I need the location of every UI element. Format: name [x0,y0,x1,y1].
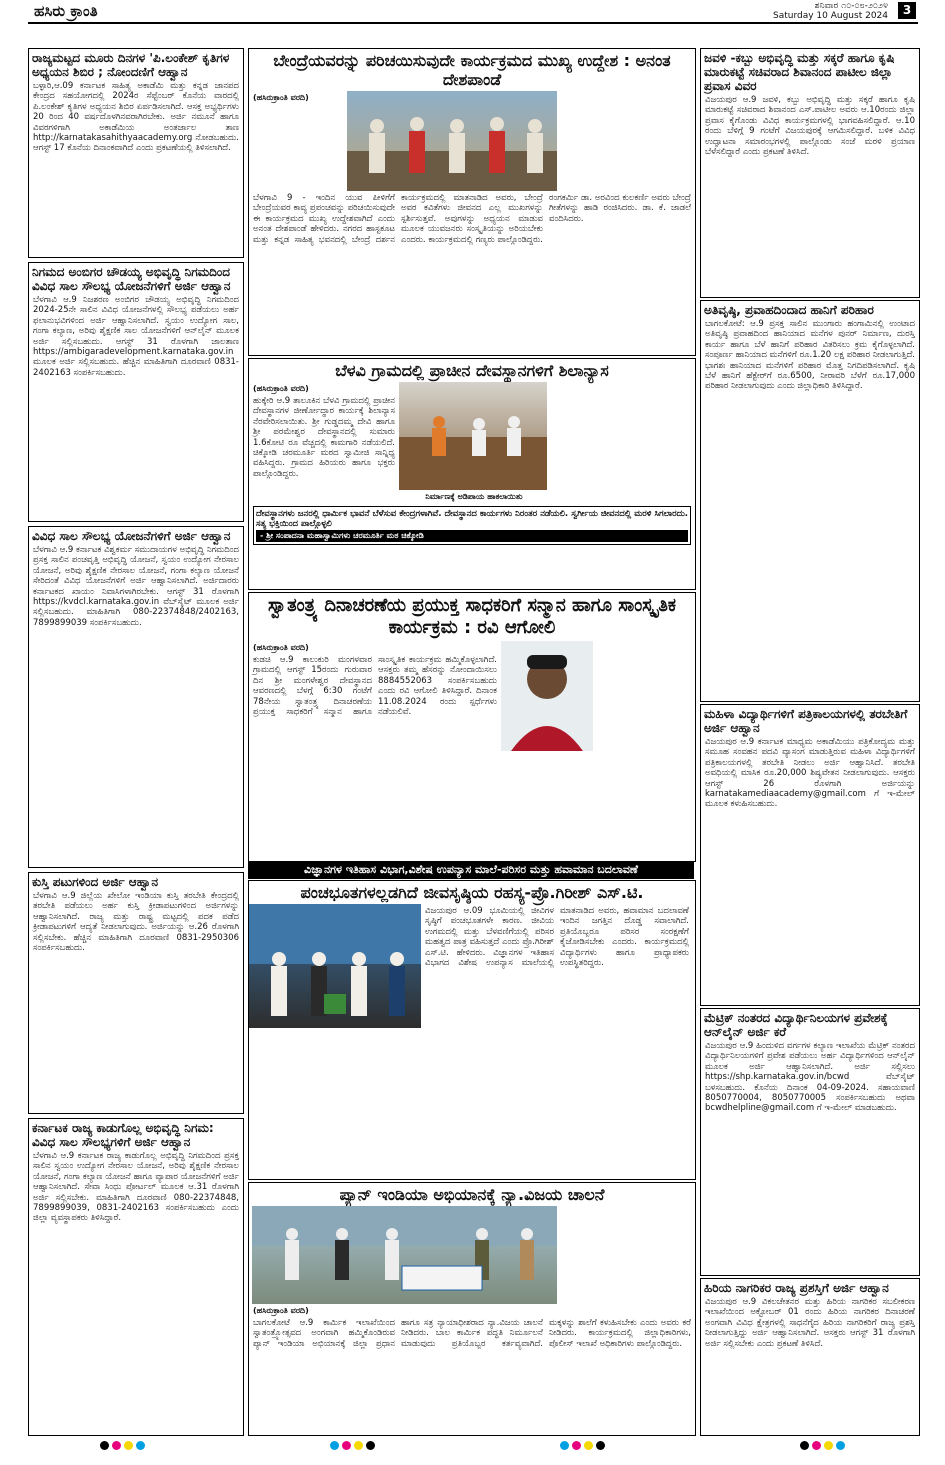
byline: (ಹಸಿರುಕ್ರಾಂತಿ ವರದಿ) [253,1306,309,1315]
excavation-photo-icon [399,382,547,490]
article-flood-relief [700,300,920,702]
article-ambigara-chowdaiah [28,262,244,522]
lecture-stage-icon [249,904,421,1028]
yellow-dot [354,1441,363,1450]
article-kadugolla [28,1118,244,1436]
cyan-dot [836,1441,845,1450]
headline: ಕರ್ನಾಟಕ ರಾಜ್ಯ ಕಾಡುಗೊಲ್ಲ ಅಭಿವೃದ್ಧಿ ನಿಗಮ: ವಿವಿಧ ಸಾಲ ಸೌಲಭ್ಯಗಳಿಗೆ ಅರ್ಜಿ ಆಹ್ವಾನ [32,1121,214,1149]
article-body: ಬೆಳಗಾವಿ 9 - ಇಂದಿನ ಯುವ ಪೀಳಿಗೆಗೆ ಬೇಂದ್ರೆಯವರ ಕಾವ್ಯ ಪ್ರಪಂಚವನ್ನು ಪರಿಚಯಿಸುವುದೇ ಈ ಕಾರ್ಯಕ್ರಮದ ಮುಖ್ಯ ಉದ್ದೇಶವಾಗಿದೆ ಎಂದು ಅನಂತ ದೇಶಪಾಂಡೆ ಹೇಳಿದರು. ನಗರದ ಹಾಸ್ಟಕೂಟ ಮತ್ತು ಕನ್ನಡ ಸಾಹಿತ್ಯ ಭವನದಲ್ಲಿ ಬೇಂದ್ರೆ ದರ್ಶನ ಕಾರ್ಯಕ್ರಮದಲ್ಲಿ ಮಾತನಾಡಿದ ಅವರು, ಬೇಂದ್ರೆ ಅವರ ಕವಿತೆಗಳು ಜೀವನದ ಎಲ್ಲ ಮುಖಗಳನ್ನು ಸ್ಪರ್ಶಿಸುತ್ತವೆ. ಅವುಗಳನ್ನು ಅಧ್ಯಯನ ಮಾಡುವ ಮೂಲಕ ಯುವಜನರು ಸಂಸ್ಕೃತಿಯನ್ನು ಅರಿಯಬೇಕು ಎಂದರು. ಕಾರ್ಯಕ್ರಮದಲ್ಲಿ ಗಣ್ಯರು ಪಾಲ್ಗೊಂಡಿದ್ದರು. ರಂಗಕರ್ಮಿ ಡಾ. ಅರವಿಂದ ಕುಲಕರ್ಣಿ ಅವರು ಬೇಂದ್ರೆ ಗೀತೆಗಳನ್ನು ಹಾಡಿ ರಂಜಿಸಿದರು. ಡಾ. ಕೆ. ಜಾಡಲೆ ವಂದಿಸಿದರು. [253,193,691,245]
magenta-dot [812,1441,821,1450]
black-dot [100,1441,109,1450]
headline: ಬೇಂದ್ರೆಯವರನ್ನು ಪರಿಚಯಿಸುವುದೇ ಕಾರ್ಯಕ್ರಮದ ಮುಖ್ಯ ಉದ್ದೇಶ : ಅನಂತ ದೇಶಪಾಂಡೆ [273,51,671,89]
byline: (ಹಸಿರುಕ್ರಾಂತಿ ವರದಿ) [253,93,309,102]
byline: (ಹಸಿರುಕ್ರಾಂತಿ ವರದಿ) [253,384,309,393]
article-wrestlers [28,872,244,1114]
article-body: ಬೆಳಗಾವಿ ಆ.9 ಕರ್ನಾಟಕ ವಿಶ್ವಕರ್ಮ ಸಮುದಾಯಗಳ ಅಭಿವೃದ್ಧಿ ನಿಗಮದಿಂದ ಪ್ರಸಕ್ತ ಸಾಲಿನ ಪಂಚವೃತ್ತಿ ಅಭಿವೃದ್ಧಿ ಯೋಜನೆ, ಸ್ವಯಂ ಉದ್ಯೋಗ ನೇರಸಾಲ ಯೋಜನೆ, ಅರಿವು ಶೈಕ್ಷಣಿಕ ನೇರಸಾಲ ಯೋಜನೆ, ಗಂಗಾ ಕಲ್ಯಾಣ ಯೋಜನೆ ಸೇರಿದಂತೆ ವಿವಿಧ ಯೋಜನೆಗಳಿಗೆ ಅರ್ಜಿ ಆಹ್ವಾನಿಸಲಾಗಿದೆ. ಅರ್ಜಿದಾರರು ಕರ್ನಾಟಕದ ಖಾಯಂ ನಿವಾಸಿಗಳಾಗಿರಬೇಕು. ಆಗಸ್ಟ್ 31 ರೊಳಗಾಗಿ https://kvdcl.karnataka.gov.in ವೆಬ್‌ಸೈಟ್ ಮೂಲಕ ಅರ್ಜಿ ಸಲ್ಲಿಸಬಹುದು. ಮಾಹಿತಿಗಾಗಿ 080-22374848/2402163, 7899899039 ಸಂಪರ್ಕಿಸಬಹುದು. [33,545,239,628]
headline: ಬೆಳವಿ ಗ್ರಾಮದಲ್ಲಿ ಪ್ರಾಚೀನ ದೇವಸ್ಥಾನಗಳಿಗೆ ಶಿಲಾನ್ಯಾಸ [335,361,609,380]
event-photo [347,91,557,191]
article-body: ಬಾಗಲಕೋಟೆ: ಆ.9 ಪ್ರಸಕ್ತ ಸಾಲಿನ ಮುಂಗಾರು ಹಂಗಾಮಿನಲ್ಲಿ ಉಂಟಾದ ಅತಿವೃಷ್ಠಿ ಪ್ರವಾಹದಿಂದ ಹಾನಿಯಾದ ಮನೆಗಳ ಪುನರ್ ನಿರ್ಮಾಣ, ದುರಸ್ತಿ ಕಾರ್ಯ ಹಾಗೂ ಬೆಳೆ ಹಾನಿಗೆ ಪರಿಹಾರ ವಿತರಿಸಲು ಕ್ರಮ ಕೈಗೊಳ್ಳಲಾಗಿದೆ. ಸಂಪೂರ್ಣ ಹಾನಿಯಾದ ಮನೆಗಳಿಗೆ ರೂ.1.20 ಲಕ್ಷ ಪರಿಹಾರ ನೀಡಲಾಗುತ್ತಿದೆ. ಭಾಗಶಃ ಹಾನಿಯಾದ ಮನೆಗಳಿಗೆ ಪರಿಹಾರ ಮೊತ್ತ ನಿಗದಿಪಡಿಸಲಾಗಿದೆ. ಕೃಷಿ ಬೆಳೆ ಹಾನಿಗೆ ಹೆಕ್ಟೇರ್‌ಗೆ ರೂ.6500, ನೀರಾವರಿ ಬೆಳೆಗೆ ರೂ.17,000 ಪರಿಹಾರ ನೀಡಲಾಗುವುದು ಎಂದು ಜಿಲ್ಲಾಧಿಕಾರಿ ತಿಳಿಸಿದ್ದಾರೆ. [705,319,915,392]
rally-photo [252,1206,557,1304]
headline: ಜವಳಿ -ಕಬ್ಬು ಅಭಿವೃದ್ಧಿ ಮತ್ತು ಸಕ್ಕರೆ ಹಾಗೂ ಕೃಷಿ ಮಾರುಕಟ್ಟೆ ಸಚಿವರಾದ ಶಿವಾನಂದ ಪಾಟೀಲ ಜಿಲ್ಲಾ ಪ್ರವಾಸ ವಿವರ [704,51,895,93]
headline: ಕುಸ್ತಿ ಪಟುಗಳಿಂದ ಅರ್ಜಿ ಆಹ್ವಾನ [32,875,159,889]
article-body: ಬೆಳಗಾವಿ ಆ.9 ನಿಜಶರಣ ಅಂಬಿಗರ ಚೌಡಯ್ಯ ಅಭಿವೃದ್ಧಿ ನಿಗಮದಿಂದ 2024-25ನೇ ಸಾಲಿನ ವಿವಿಧ ಯೋಜನೆಗಳಲ್ಲಿ ಸೌಲಭ್ಯ ಪಡೆಯಲು ಅರ್ಹ ಫಲಾನುಭವಿಗಳಿಂದ ಅರ್ಜಿ ಆಹ್ವಾನಿಸಲಾಗಿದೆ. ಸ್ವಯಂ ಉದ್ಯೋಗ ಸಾಲ, ಗಂಗಾ ಕಲ್ಯಾಣ, ಅರಿವು ಶೈಕ್ಷಣಿಕ ಸಾಲ ಯೋಜನೆಗಳಿಗೆ ಆನ್‌ಲೈನ್ ಮೂಲಕ ಅರ್ಜಿ ಸಲ್ಲಿಸಬಹುದು. ಆಗಸ್ಟ್ 31 ರೊಳಗಾಗಿ ಜಾಲತಾಣ https://ambigaradevelopment.karnataka.gov.in ಮೂಲಕ ಅರ್ಜಿ ಸಲ್ಲಿಸಬಹುದು. ಹೆಚ್ಚಿನ ಮಾಹಿತಿಗಾಗಿ ದೂರವಾಣಿ 0831-2402163 ಸಂಪರ್ಕಿಸಬಹುದು. [33,295,239,378]
headline: ವಿವಿಧ ಸಾಲ ಸೌಲಭ್ಯ ಯೋಜನೆಗಳಿಗೆ ಅರ್ಜಿ ಆಹ್ವಾನ [32,529,231,543]
article-body: ವಿಜಯಪುರ ಆ.9 ವಿಕಲಚೇತನರ ಮತ್ತು ಹಿರಿಯ ನಾಗರಿಕರ ಸಬಲೀಕರಣ ಇಲಾಖೆಯಿಂದ ಅಕ್ಟೋಬರ್ 01 ರಂದು ಹಿರಿಯ ನಾಗರಿಕರ ದಿನಾಚರಣೆ ಅಂಗವಾಗಿ ವಿವಿಧ ಕ್ಷೇತ್ರಗಳಲ್ಲಿ ಸಾಧನೆಗೈದ ಹಿರಿಯ ನಾಗರಿಕರಿಗೆ ರಾಜ್ಯ ಪ್ರಶಸ್ತಿ ನೀಡಲಾಗುತ್ತಿದ್ದು ಅರ್ಜಿ ಆಹ್ವಾನಿಸಲಾಗಿದೆ. ಆಸಕ್ತರು ಆಗಸ್ಟ್ 31 ರೊಳಗಾಗಿ ಅರ್ಜಿ ಸಲ್ಲಿಸಬೇಕು ಎಂದು ಪ್ರಕಟಣೆ ತಿಳಿಸಿದೆ. [705,1297,915,1349]
headline: ಮೆಟ್ರಿಕ್ ನಂತರದ ವಿದ್ಯಾರ್ಥಿನಿಲಯಗಳ ಪ್ರವೇಶಕ್ಕೆ ಆನ್‌ಲೈನ್ ಅರ್ಜಿ ಕರೆ [704,1011,888,1039]
article-body: ವಿಜಯಪುರ ಆ.9 ಕರ್ನಾಟಕ ಮಾಧ್ಯಮ ಅಕಾಡೆಮಿಯು ಪತ್ರಿಕೋದ್ಯಮ ಮತ್ತು ಸಮೂಹ ಸಂವಹನ ಪದವಿ ವ್ಯಾಸಂಗ ಮಾಡುತ್ತಿರುವ ಮಹಿಳಾ ವಿದ್ಯಾರ್ಥಿಗಳಿಗೆ ಪತ್ರಿಕಾಲಯಗಳಲ್ಲಿ ತರಬೇತಿ ನೀಡಲು ಅರ್ಜಿ ಆಹ್ವಾನಿಸಿದೆ. ತರಬೇತಿ ಅವಧಿಯಲ್ಲಿ ಮಾಸಿಕ ರೂ.20,000 ಶಿಷ್ಯವೇತನ ನೀಡಲಾಗುವುದು. ಆಸಕ್ತರು ಆಗಸ್ಟ್ 26 ರೊಳಗಾಗಿ ಅರ್ಜಿಯನ್ನು karnatakamediaacademy@gmail.com ಗೆ ಇ-ಮೇಲ್ ಮೂಲಕ ಕಳುಹಿಸಬಹುದು. [705,737,915,810]
article-hostel-admission [700,1008,920,1276]
headline: ಪ್ಯಾನ್ ಇಂಡಿಯಾ ಅಭಿಯಾನಕ್ಕೆ ನ್ಯಾ.ವಿಜಯ ಚಾಲನೆ [339,1185,605,1204]
headline: ಮಹಿಳಾ ವಿದ್ಯಾರ್ಥಿಗಳಿಗೆ ಪತ್ರಿಕಾಲಯಗಳಲ್ಲಿ ತರಬೇತಿಗೆ ಅರ್ಜಿ ಆಹ್ವಾನ [704,707,908,735]
cyan-dot [136,1441,145,1450]
page-number: 3 [898,2,916,19]
quote-attribution: - ಶ್ರೀ ಸಂಪಾದನಾ ಮಹಾಸ್ವಾಮಿಗಳು ಚರಮೂರ್ತಿ ಮಠ ಚಿಕ್ಕೋಡಿ [256,530,688,542]
article-minister-tour [700,48,920,298]
magenta-dot [342,1441,351,1450]
black-dot [800,1441,809,1450]
black-dot [366,1441,375,1450]
article-senior-citizens [700,1278,920,1436]
byline: (ಹಸಿರುಕ್ರಾಂತಿ ವರದಿ) [253,643,309,652]
article-women-training [700,704,920,1006]
article-lankesh-workshop [28,48,244,258]
person-portrait-icon [501,641,593,751]
quote-box [253,506,691,545]
article-body: ಬೆಳಗಾವಿ ಆ.9 ಜಿಲ್ಲೆಯ ಖೇಲೋ ಇಂಡಿಯಾ ಕುಸ್ತಿ ತರಬೇತಿ ಕೇಂದ್ರದಲ್ಲಿ ತರಬೇತಿ ಪಡೆಯಲು ಅರ್ಹ ಕುಸ್ತಿ ಕ್ರೀಡಾಪಟುಗಳಿಂದ ಅರ್ಜಿಗಳನ್ನು ಆಹ್ವಾನಿಸಲಾಗಿದೆ. ರಾಜ್ಯ ಮತ್ತು ರಾಷ್ಟ್ರ ಮಟ್ಟದಲ್ಲಿ ಪದಕ ಪಡೆದ ಕ್ರೀಡಾಪಟುಗಳಿಗೆ ಆದ್ಯತೆ ನೀಡಲಾಗುವುದು. ಅರ್ಜಿಯನ್ನು ಆ.26 ರೊಳಗಾಗಿ ಸಲ್ಲಿಸಬೇಕು. ಹೆಚ್ಚಿನ ಮಾಹಿತಿಗಾಗಿ ದೂರವಾಣಿ 0831-2950306 ಸಂಪರ್ಕಿಸಬಹುದು. [33,891,239,954]
yellow-dot [584,1441,593,1450]
cmyk-marks-center-left [330,1441,375,1450]
black-dot [596,1441,605,1450]
photo-caption: ನಿರ್ಮಾಣಕ್ಕೆ ಅಡಿಪಾಯ ಹಾಕಲಾಯಿತು [425,492,523,501]
magenta-dot [572,1441,581,1450]
headline: ಹಿರಿಯ ನಾಗರಿಕರ ರಾಜ್ಯ ಪ್ರಶಸ್ತಿಗೆ ಅರ್ಜಿ ಆಹ್ವಾನ [704,1281,889,1295]
headline: ಸ್ವಾತಂತ್ರ್ಯ ದಿನಾಚರಣೆಯ ಪ್ರಯುಕ್ತ ಸಾಧಕರಿಗೆ ಸನ್ಮಾನ ಹಾಗೂ ಸಾಂಸ್ಕೃತಿಕ ಕಾರ್ಯಕ್ರಮ : ರವಿ ಆಗೋಲಿ [267,595,677,638]
article-body: ಕುಡಚಿ ಆ.9 ಕಾಲುಕುರಿ ಮಂಗಳವಾರ ಗ್ರಾಮದಲ್ಲಿ ಆಗಸ್ಟ್ 15ರಂದು ಗುರುವಾರ ದಿನ ಶ್ರೀ ಮಂಗಳೇಶ್ವರ ದೇವಸ್ಥಾನದ ಆವರಣದಲ್ಲಿ ಬೆಳಗ್ಗೆ 6:30 ಗಂಟೆಗೆ 78ನೇಯ ಸ್ವಾತಂತ್ರ್ಯ ದಿನಾಚರಣೆಯ ಪ್ರಯುಕ್ತ ಸಾಧಕರಿಗೆ ಸನ್ಮಾನ ಹಾಗೂ ಸಾಂಸ್ಕೃತಿಕ ಕಾರ್ಯಕ್ರಮ ಹಮ್ಮಿಕೊಳ್ಳಲಾಗಿದೆ. ಆಸಕ್ತರು ತಮ್ಮ ಹೆಸರನ್ನು ನೋಂದಾಯಿಸಲು 8884552063 ಸಂಪರ್ಕಿಸಬಹುದು ಎಂದು ರವಿ ಆಗೋಲಿ ತಿಳಿಸಿದ್ದಾರೆ. ದಿನಾಂಕ 11.08.2024 ರಂದು ಸ್ಪರ್ಧೆಗಳು ನಡೆಯಲಿವೆ. [253,655,497,718]
date-kannada: ಶನಿವಾರ ೧೦-೦೮-೨೦೨೪ [814,1,888,11]
rally-banner-icon [252,1206,557,1304]
article-panchabhoota [248,880,696,1180]
masthead [28,0,918,24]
article-belavi-temple [248,358,696,590]
article-body: ಬಳ್ಳಾರಿ,ಆ.09 ಕರ್ನಾಟಕ ಸಾಹಿತ್ಯ ಅಕಾಡೆಮಿ ಮತ್ತು ಕನ್ನಡ ಜಾನಪದ ಕೇಂದ್ರದ ಸಹಯೋಗದಲ್ಲಿ 2024ರ ಸೆಪ್ಟೆಂಬರ್ ಕೊನೆಯ ವಾರದಲ್ಲಿ ಪಿ.ಲಂಕೇಶ್ ಕೃತಿಗಳ ಅಧ್ಯಯನ ಶಿಬಿರ ಏರ್ಪಡಿಸಲಾಗಿದೆ. ಆಸಕ್ತ ಅಭ್ಯರ್ಥಿಗಳು 20 ರಿಂದ 40 ವರ್ಷದೊಳಗಿನವರಾಗಿರಬೇಕು. ಅರ್ಜಿ ನಮೂನೆ ಹಾಗೂ ವಿವರಗಳಿಗಾಗಿ ಅಕಾಡೆಮಿಯ ಅಂತರ್ಜಾಲ ತಾಣ http://karnatakasahithyaacademy.org ನೋಡಬಹುದು. ಆಗಸ್ಟ್ 17 ಕೊನೆಯ ದಿನಾಂಕವಾಗಿದೆ ಎಂದು ಪ್ರಕಟಣೆಯಲ್ಲಿ ತಿಳಿಸಲಾಗಿದೆ. [33,81,239,154]
article-vishwakarma-loans [28,526,244,868]
cmyk-marks-center-right [560,1441,605,1450]
article-body: ಬಾಗಲಕೋಟೆ ಆ.9 ಕಾರ್ಮಿಕ ಇಲಾಖೆಯಿಂದ ಸ್ವಾತಂತ್ರ್ಯೋತ್ಸವದ ಅಂಗವಾಗಿ ಹಮ್ಮಿಕೊಂಡಿರುವ ಪ್ಯಾನ್ ಇಂಡಿಯಾ ಅಭಿಯಾನಕ್ಕೆ ಜಿಲ್ಲಾ ಪ್ರಧಾನ ಹಾಗೂ ಸತ್ರ ನ್ಯಾಯಾಧೀಶರಾದ ನ್ಯಾ.ವಿಜಯ ಚಾಲನೆ ನೀಡಿದರು. ಬಾಲ ಕಾರ್ಮಿಕ ಪದ್ಧತಿ ನಿರ್ಮೂಲನೆ ಮಾಡುವುದು ಪ್ರತಿಯೊಬ್ಬರ ಕರ್ತವ್ಯವಾಗಿದೆ. ಮಕ್ಕಳನ್ನು ಶಾಲೆಗೆ ಕಳುಹಿಸಬೇಕು ಎಂದು ಅವರು ಕರೆ ನೀಡಿದರು. ಕಾರ್ಯಕ್ರಮದಲ್ಲಿ ಜಿಲ್ಲಾಧಿಕಾರಿಗಳು, ಪೊಲೀಸ್ ಇಲಾಖೆ ಅಧಿಕಾರಿಗಳು ಪಾಲ್ಗೊಂಡಿದ್ದರು. [253,1318,691,1349]
people-photo-icon [347,91,557,191]
temple-foundation-photo [399,382,547,490]
masthead-date [773,1,888,21]
article-pan-india [248,1182,696,1436]
cmyk-marks-left [100,1441,145,1450]
article-body: ವಿಜಯಪುರ ಆ.9 ಹಿಂದುಳಿದ ವರ್ಗಗಳ ಕಲ್ಯಾಣ ಇಲಾಖೆಯ ಮೆಟ್ರಿಕ್ ನಂತರದ ವಿದ್ಯಾರ್ಥಿನಿಲಯಗಳಿಗೆ ಪ್ರವೇಶ ಪಡೆಯಲು ಅರ್ಹ ವಿದ್ಯಾರ್ಥಿಗಳಿಂದ ಆನ್‌ಲೈನ್ ಮೂಲಕ ಅರ್ಜಿ ಆಹ್ವಾನಿಸಲಾಗಿದೆ. ಅರ್ಜಿ ಸಲ್ಲಿಸಲು https://shp.karnataka.gov.in/bcwd ವೆಬ್‌ಸೈಟ್ ಬಳಸಬಹುದು. ಕೊನೆಯ ದಿನಾಂಕ 04-09-2024. ಸಹಾಯವಾಣಿ 8050770004, 8050770005 ಸಂಪರ್ಕಿಸಬಹುದು ಅಥವಾ bcwdhelpline@gmail.com ಗೆ ಇ-ಮೇಲ್ ಮಾಡಬಹುದು. [705,1041,915,1114]
article-independence-day [248,592,696,862]
article-body: ಹುಕ್ಕೇರಿ ಆ.9 ತಾಲೂಕಿನ ಬೆಳವಿ ಗ್ರಾಮದಲ್ಲಿ ಪ್ರಾಚೀನ ದೇವಸ್ಥಾನಗಳ ಜೀರ್ಣೋದ್ಧಾರ ಕಾರ್ಯಕ್ಕೆ ಶಿಲಾನ್ಯಾಸ ನೆರವೇರಿಸಲಾಯಿತು. ಶ್ರೀ ಗುಡ್ಡದಮ್ಮ ದೇವಿ ಹಾಗೂ ಶ್ರೀ ಪರಮೇಶ್ವರ ದೇವಸ್ಥಾನದಲ್ಲಿ ಸುಮಾರು 1.6ಕೋಟಿ ರೂ ವೆಚ್ಚದಲ್ಲಿ ಕಾಮಗಾರಿ ನಡೆಯಲಿದೆ. ಚಿಕ್ಕೋಡಿ ಚರಮೂರ್ತಿ ಮಠದ ಸ್ವಾಮೀಜಿ ಸಾನ್ನಿಧ್ಯ ವಹಿಸಿದ್ದರು. ಗ್ರಾಮದ ಹಿರಿಯರು ಹಾಗೂ ಭಕ್ತರು ಪಾಲ್ಗೊಂಡಿದ್ದರು. [253,396,395,479]
lecture-photo [249,904,421,1028]
magenta-dot [112,1441,121,1450]
date-english: Saturday 10 August 2024 [773,11,888,21]
newspaper-name: ಹಸಿರು ಕ್ರಾಂತಿ [34,2,98,20]
cyan-dot [560,1441,569,1450]
article-body: ವಿಜಯಪುರ ಆ.9 ಜವಳಿ, ಕಬ್ಬು ಅಭಿವೃದ್ಧಿ ಮತ್ತು ಸಕ್ಕರೆ ಹಾಗೂ ಕೃಷಿ ಮಾರುಕಟ್ಟೆ ಸಚಿವರಾದ ಶಿವಾನಂದ ಎಸ್.ಪಾಟೀಲ ಅವರು ಆ.10ರಂದು ಜಿಲ್ಲಾ ಪ್ರವಾಸ ಕೈಗೊಂಡು ವಿವಿಧ ಕಾರ್ಯಕ್ರಮಗಳಲ್ಲಿ ಭಾಗವಹಿಸಲಿದ್ದಾರೆ. ಆ.10 ರಂದು ಬೆಳಿಗ್ಗೆ 9 ಗಂಟೆಗೆ ವಿಜಯಪುರಕ್ಕೆ ಆಗಮಿಸಲಿದ್ದಾರೆ. ಬಳಿಕ ವಿವಿಧ ಉದ್ಘಾಟನಾ ಸಮಾರಂಭಗಳಲ್ಲಿ ಪಾಲ್ಗೊಂಡು ಸಂಜೆ ಮರಳಿ ಪ್ರಯಾಣ ಬೆಳೆಸಲಿದ್ದಾರೆ ಎಂದು ಪ್ರಕಟಣೆ ತಿಳಿಸಿದೆ. [705,95,915,158]
headline: ನಿಗಮದ ಅಂಬಿಗರ ಚೌಡಯ್ಯ ಅಭಿವೃದ್ಧಿ ನಿಗಮದಿಂದ ವಿವಿಧ ಸಾಲ ಸೌಲಭ್ಯ ಯೋಜನೆಗಳಿಗೆ ಅರ್ಜಿ ಆಹ್ವಾನ [32,265,231,293]
quote-text: ದೇವಸ್ಥಾನಗಳು ಜನರಲ್ಲಿ ಧಾರ್ಮಿಕ ಭಾವನೆ ಬೆಳೆಸುವ ಕೇಂದ್ರಗಳಾಗಿವೆ. ದೇವಸ್ಥಾನದ ಕಾರ್ಯಗಳು ನಿರಂತರ ನಡೆಯಲಿ. ಸ್ವರ್ಗೀಯ ಜೀವನದಲ್ಲಿ ಮರಳಿ ಸಿಗಲಾರದು. ಸತ್ಯ ಭಕ್ತಿಯಿಂದ ಪಾಲ್ಗೊಳ್ಳಲಿ [256,509,688,530]
portrait-photo [501,641,593,751]
cyan-dot [330,1441,339,1450]
cmyk-marks-right [800,1441,845,1450]
article-body: ವಿಜಯಪುರ ಆ.09 ಭೂಮಿಯಲ್ಲಿ ಜೀವಿಗಳ ಸೃಷ್ಠಿಗೆ ಪಂಚಭೂತಗಳೇ ಕಾರಣ. ಜೀವಿಯ ಉಗಮದಲ್ಲಿ ಮತ್ತು ಬೆಳವಣಿಗೆಯಲ್ಲಿ ಪರಿಸರ ಮಹತ್ವದ ಪಾತ್ರ ವಹಿಸುತ್ತದೆ ಎಂದು ಪ್ರೊ.ಗಿರೀಶ್ ಎಸ್.ಟಿ. ಹೇಳಿದರು. ವಿಜ್ಞಾನಗಳ ಇತಿಹಾಸ ವಿಭಾಗದ ವಿಶೇಷ ಉಪನ್ಯಾಸ ಮಾಲೆಯಲ್ಲಿ ಮಾತನಾಡಿದ ಅವರು, ಹವಾಮಾನ ಬದಲಾವಣೆ ಇಂದಿನ ಜಗತ್ತಿನ ದೊಡ್ಡ ಸವಾಲಾಗಿದೆ. ಪ್ರತಿಯೊಬ್ಬರೂ ಪರಿಸರ ಸಂರಕ್ಷಣೆಗೆ ಕೈಜೋಡಿಸಬೇಕು ಎಂದರು. ಕಾರ್ಯಕ್ರಮದಲ್ಲಿ ವಿದ್ಯಾರ್ಥಿಗಳು ಹಾಗೂ ಪ್ರಾಧ್ಯಾಪಕರು ಉಪಸ್ಥಿತರಿದ್ದರು. [425,906,689,969]
article-bendre [248,48,696,356]
article-body: ಬೆಳಗಾವಿ ಆ.9 ಕರ್ನಾಟಕ ರಾಜ್ಯ ಕಾಡುಗೊಲ್ಲ ಅಭಿವೃದ್ಧಿ ನಿಗಮದಿಂದ ಪ್ರಸಕ್ತ ಸಾಲಿನ ಸ್ವಯಂ ಉದ್ಯೋಗ ನೇರಸಾಲ ಯೋಜನೆ, ಅರಿವು ಶೈಕ್ಷಣಿಕ ನೇರಸಾಲ ಯೋಜನೆ, ಗಂಗಾ ಕಲ್ಯಾಣ ಯೋಜನೆ ಹಾಗೂ ವ್ಯಾಪಾರ ಯೋಜನೆಗಳಿಗೆ ಅರ್ಜಿ ಆಹ್ವಾನಿಸಲಾಗಿದೆ. ಸೇವಾ ಸಿಂಧು ಪೋರ್ಟಲ್ ಮೂಲಕ ಆ.31 ರೊಳಗಾಗಿ ಅರ್ಜಿ ಸಲ್ಲಿಸಬೇಕು. ಮಾಹಿತಿಗಾಗಿ ದೂರವಾಣಿ 080-22374848, 7899899039, 0831-2402163 ಸಂಪರ್ಕಿಸಬಹುದು ಎಂದು ಜಿಲ್ಲಾ ವ್ಯವಸ್ಥಾಪಕರು ತಿಳಿಸಿದ್ದಾರೆ. [33,1151,239,1224]
headline: ರಾಜ್ಯಮಟ್ಟದ ಮೂರು ದಿನಗಳ 'ಪಿ.ಲಂಕೇಶ್ ಕೃತಿಗಳ ಅಧ್ಯಯನ ಶಿಬಿರ ; ನೋಂದಣಿಗೆ ಆಹ್ವಾನ [32,51,230,79]
yellow-dot [124,1441,133,1450]
headline: ಪಂಚಭೂತಗಳಲ್ಲಡಗಿದೆ ಜೀವಸೃಷ್ಠಿಯ ರಹಸ್ಯ-ಪ್ರೊ.ಗಿರೀಶ್ ಎಸ್.ಟಿ. [300,883,644,902]
section-band: ವಿಜ್ಞಾನಗಳ ಇತಿಹಾಸ ವಿಭಾಗ,ವಿಶೇಷ ಉಪನ್ಯಾಸ ಮಾಲೆ-ಪರಿಸರ ಮತ್ತು ಹವಾಮಾನ ಬದಲಾವಣೆ [248,862,694,879]
headline: ಅತಿವೃಷ್ಠಿ, ಪ್ರವಾಹದಿಂದಾದ ಹಾನಿಗೆ ಪರಿಹಾರ [704,303,874,317]
yellow-dot [824,1441,833,1450]
